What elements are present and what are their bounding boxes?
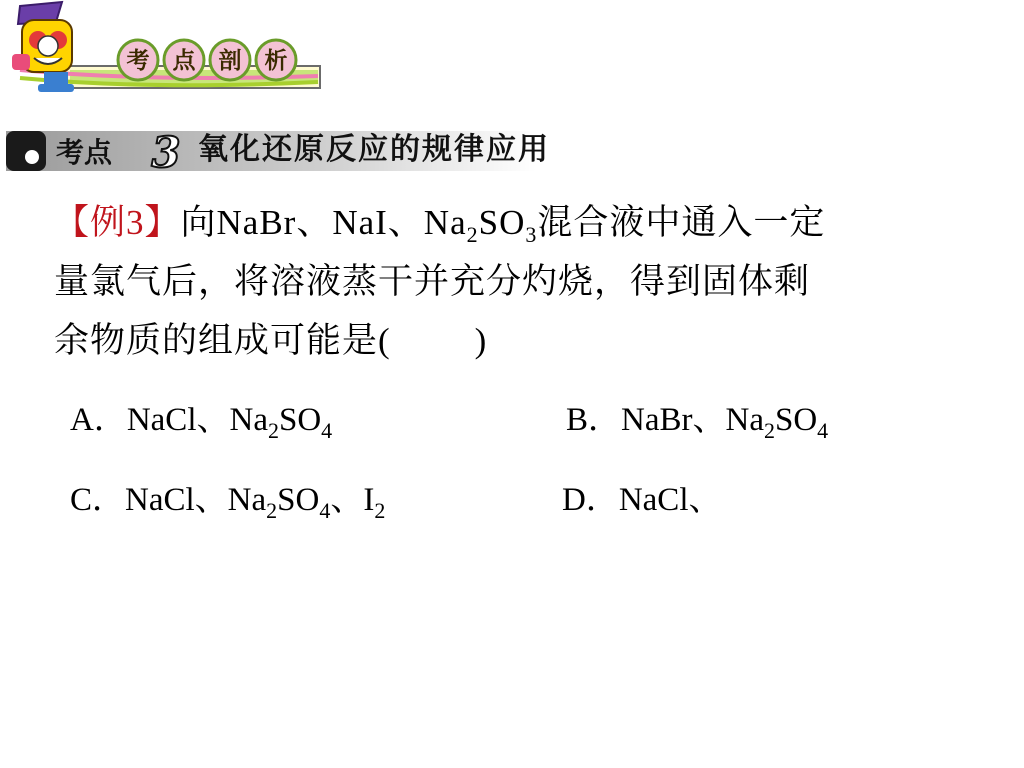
svg-text:3: 3 [151, 128, 181, 175]
svg-text:考点: 考点 [56, 136, 113, 169]
option-a: A．NaCl、$Na_2SO_4$ [70, 402, 333, 443]
svg-text:考: 考 [126, 48, 150, 74]
kaodian-title: 氧化还原反应的规律应用 [198, 132, 550, 167]
example-tag: 【例3】 [54, 203, 181, 242]
option-c: C．NaCl、$Na_2SO_4$、$I_2$ [70, 482, 386, 523]
question-line-1: 【例3】向NaBr、NaI、$Na_2SO_3$混合液中通入一定 [54, 203, 826, 247]
svg-text:析: 析 [264, 48, 288, 74]
section-banner [0, 0, 340, 100]
question-line-2: 量氯气后，将溶液蒸干并充分灼烧，得到固体剩 [54, 262, 811, 301]
svg-text:点: 点 [172, 48, 196, 74]
bubble-dian [164, 40, 204, 80]
option-d: D．NaCl、 [562, 482, 722, 518]
bubble-pou [210, 40, 250, 80]
question-line-3: 余物质的组成可能是( ) [54, 321, 488, 360]
bubble-kao [118, 40, 158, 80]
option-b: B．NaBr、$Na_2SO_4$ [566, 402, 829, 443]
bullet-icon [6, 131, 46, 171]
svg-text:剖: 剖 [218, 48, 242, 74]
kaodian-number-icon [151, 128, 180, 175]
bubble-xi [256, 40, 296, 80]
